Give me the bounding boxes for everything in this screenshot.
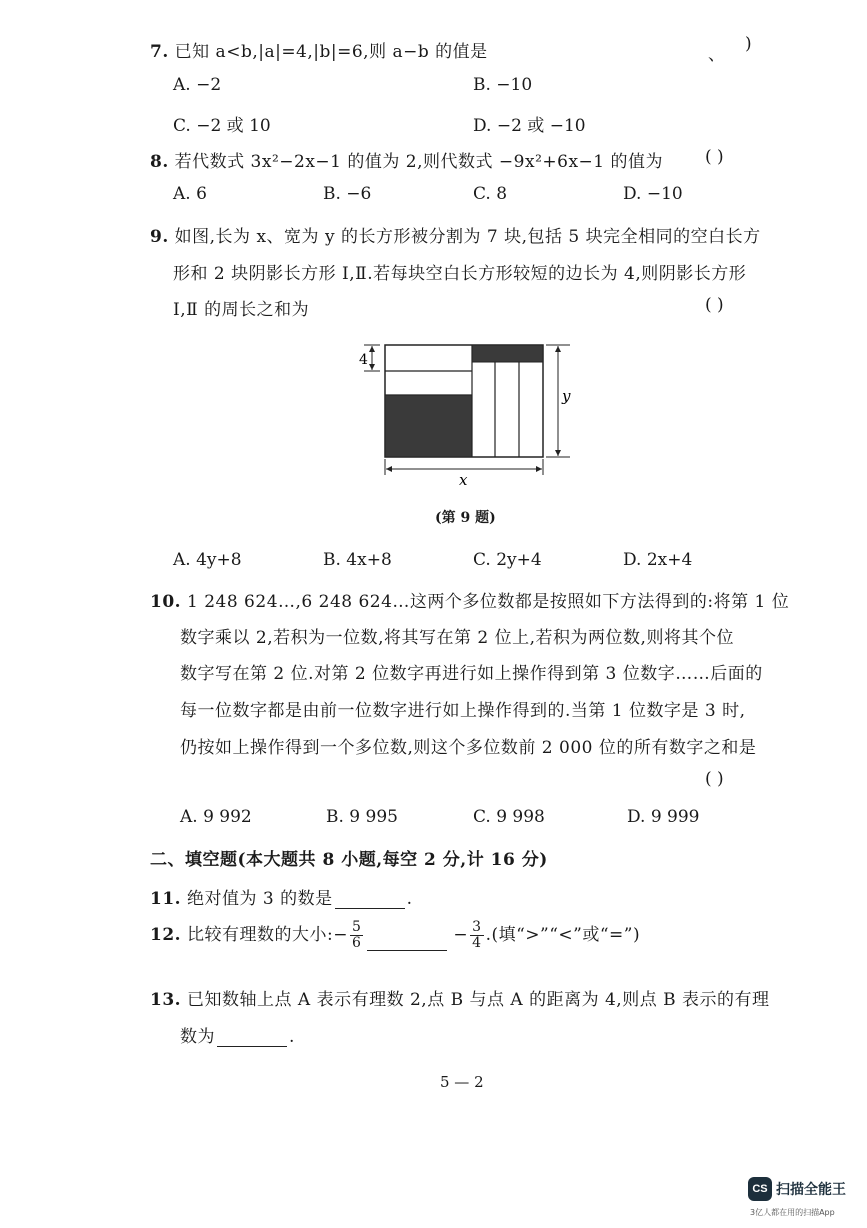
q11-text: 绝对值为 3 的数是 <box>186 889 333 909</box>
q10-option-a: A. 9 992 <box>180 807 252 827</box>
q10-text-1: 1 248 624…,6 248 624…这两个多位数都是按照如下方法得到的:将第 1 位 <box>186 592 790 612</box>
q11-number: 11. <box>150 889 182 909</box>
dim-y-label: y <box>562 387 571 405</box>
q9-text-1: 如图,长为 x、宽为 y 的长方形被分割为 7 块,包括 5 块完全相同的空白长方 <box>174 227 761 247</box>
q9-option-d: D. 2x+4 <box>623 550 693 570</box>
q7-stem <box>150 37 488 62</box>
q10-option-b: B. 9 995 <box>326 807 398 827</box>
q8-number: 8. <box>150 152 169 172</box>
scanner-tagline: 3亿人都在用的扫描App <box>750 1208 835 1217</box>
q8-option-c: C. 8 <box>473 184 508 204</box>
q10-line-4: 每一位数字都是由前一位数字进行如上操作得到的.当第 1 位数字是 3 时, <box>180 701 746 721</box>
scanner-app-name: 扫描全能王 <box>776 1182 846 1198</box>
q9-option-a: A. 4y+8 <box>173 550 242 570</box>
q8-option-a: A. 6 <box>173 184 207 204</box>
dim-x-arrowhead-left <box>386 466 392 472</box>
q12-fraction-1-denominator: 6 <box>351 935 362 951</box>
q12-fraction-1 <box>350 920 363 951</box>
q7-number: 7. <box>150 42 169 62</box>
shaded-rectangle-2 <box>472 345 543 362</box>
q13-line-1 <box>150 985 770 1010</box>
scanner-logo-icon: CS <box>748 1177 772 1201</box>
page-number: 5 — 2 <box>440 1073 484 1091</box>
q9-option-b: B. 4x+8 <box>323 550 392 570</box>
q10-option-c: C. 9 998 <box>473 807 545 827</box>
q7-answer-paren: ) <box>745 34 752 54</box>
q7-option-c: C. −2 或 10 <box>173 116 271 136</box>
q12-minus: − <box>453 925 469 945</box>
q7-option-a: A. −2 <box>173 75 222 95</box>
q12-text: 比较有理数的大小:− <box>186 925 348 945</box>
q12-fraction-2-numerator: 3 <box>472 919 482 935</box>
q12-fraction-1-numerator: 5 <box>351 919 362 935</box>
q9-line-3: Ⅰ,Ⅱ 的周长之和为 <box>173 300 310 320</box>
q10-number: 10. <box>150 592 182 612</box>
dim-y-arrowhead-top <box>555 346 561 352</box>
q13-answer-blank[interactable] <box>217 1028 287 1047</box>
q8-text: 若代数式 3x²−2x−1 的值为 2,则代数式 −9x²+6x−1 的值为 <box>174 152 663 172</box>
q9-number: 9. <box>150 227 169 247</box>
q9-line-2: 形和 2 块阴影长方形 Ⅰ,Ⅱ.若每块空白长方形较短的边长为 4,则阴影长方形 <box>173 264 747 284</box>
scanner-watermark <box>748 1177 853 1221</box>
q13-line-2 <box>180 1022 295 1047</box>
q13-text-2: 数为 <box>180 1027 215 1047</box>
q9-figure <box>350 335 590 495</box>
q12-fraction-2 <box>470 920 483 951</box>
q8-answer-paren: ( ) <box>705 147 724 167</box>
q9-option-c: C. 2y+4 <box>473 550 542 570</box>
q11-stem <box>150 884 413 909</box>
dim-4-label: 4 <box>359 352 368 368</box>
q7-option-d: D. −2 或 −10 <box>473 116 586 136</box>
dim-4-arrowhead-top <box>369 346 375 352</box>
section-2-title: 二、填空题(本大题共 8 小题,每空 2 分,计 16 分) <box>150 850 548 870</box>
q10-line-3: 数字写在第 2 位.对第 2 位数字再进行如上操作得到第 3 位数字……后面的 <box>180 664 763 684</box>
q7-option-b: B. −10 <box>473 75 533 95</box>
q9-line-1 <box>150 222 761 247</box>
q10-line-2: 数字乘以 2,若积为一位数,将其写在第 2 位上,若积为两位数,则将其个位 <box>180 628 734 648</box>
q10-answer-paren: ( ) <box>705 769 724 789</box>
dim-y-arrowhead-bottom <box>555 450 561 456</box>
dim-x-label: x <box>459 471 468 489</box>
q11-answer-blank[interactable] <box>335 890 405 909</box>
q12-stem <box>150 920 640 951</box>
dim-x-arrowhead-right <box>536 466 542 472</box>
dim-4-arrowhead-bottom <box>369 364 375 370</box>
q8-option-b: B. −6 <box>323 184 372 204</box>
shaded-rectangle-1 <box>385 395 472 457</box>
q12-text-end: .(填“>”“<”或“=”) <box>485 925 641 945</box>
q10-line-5: 仍按如上操作得到一个多位数,则这个多位数前 2 000 位的所有数字之和是 <box>180 738 757 758</box>
q13-text-1: 已知数轴上点 A 表示有理数 2,点 B 与点 A 的距离为 4,则点 B 表示的有理 <box>186 990 770 1010</box>
q12-number: 12. <box>150 925 182 945</box>
q9-answer-paren: ( ) <box>705 295 724 315</box>
q13-text-end: . <box>289 1027 295 1047</box>
q12-fraction-2-denominator: 4 <box>472 935 482 951</box>
q13-number: 13. <box>150 990 182 1010</box>
q7-text: 已知 a<b,|a|=4,|b|=6,则 a−b 的值是 <box>174 42 488 62</box>
q10-option-d: D. 9 999 <box>627 807 700 827</box>
q12-answer-blank[interactable] <box>367 932 447 951</box>
q11-text-end: . <box>406 889 413 909</box>
q9-figure-caption: (第 9 题) <box>435 510 496 526</box>
q8-option-d: D. −10 <box>623 184 683 204</box>
q8-stem <box>150 147 663 172</box>
q10-line-1 <box>150 587 789 612</box>
q7-mark: 、 <box>708 45 725 65</box>
